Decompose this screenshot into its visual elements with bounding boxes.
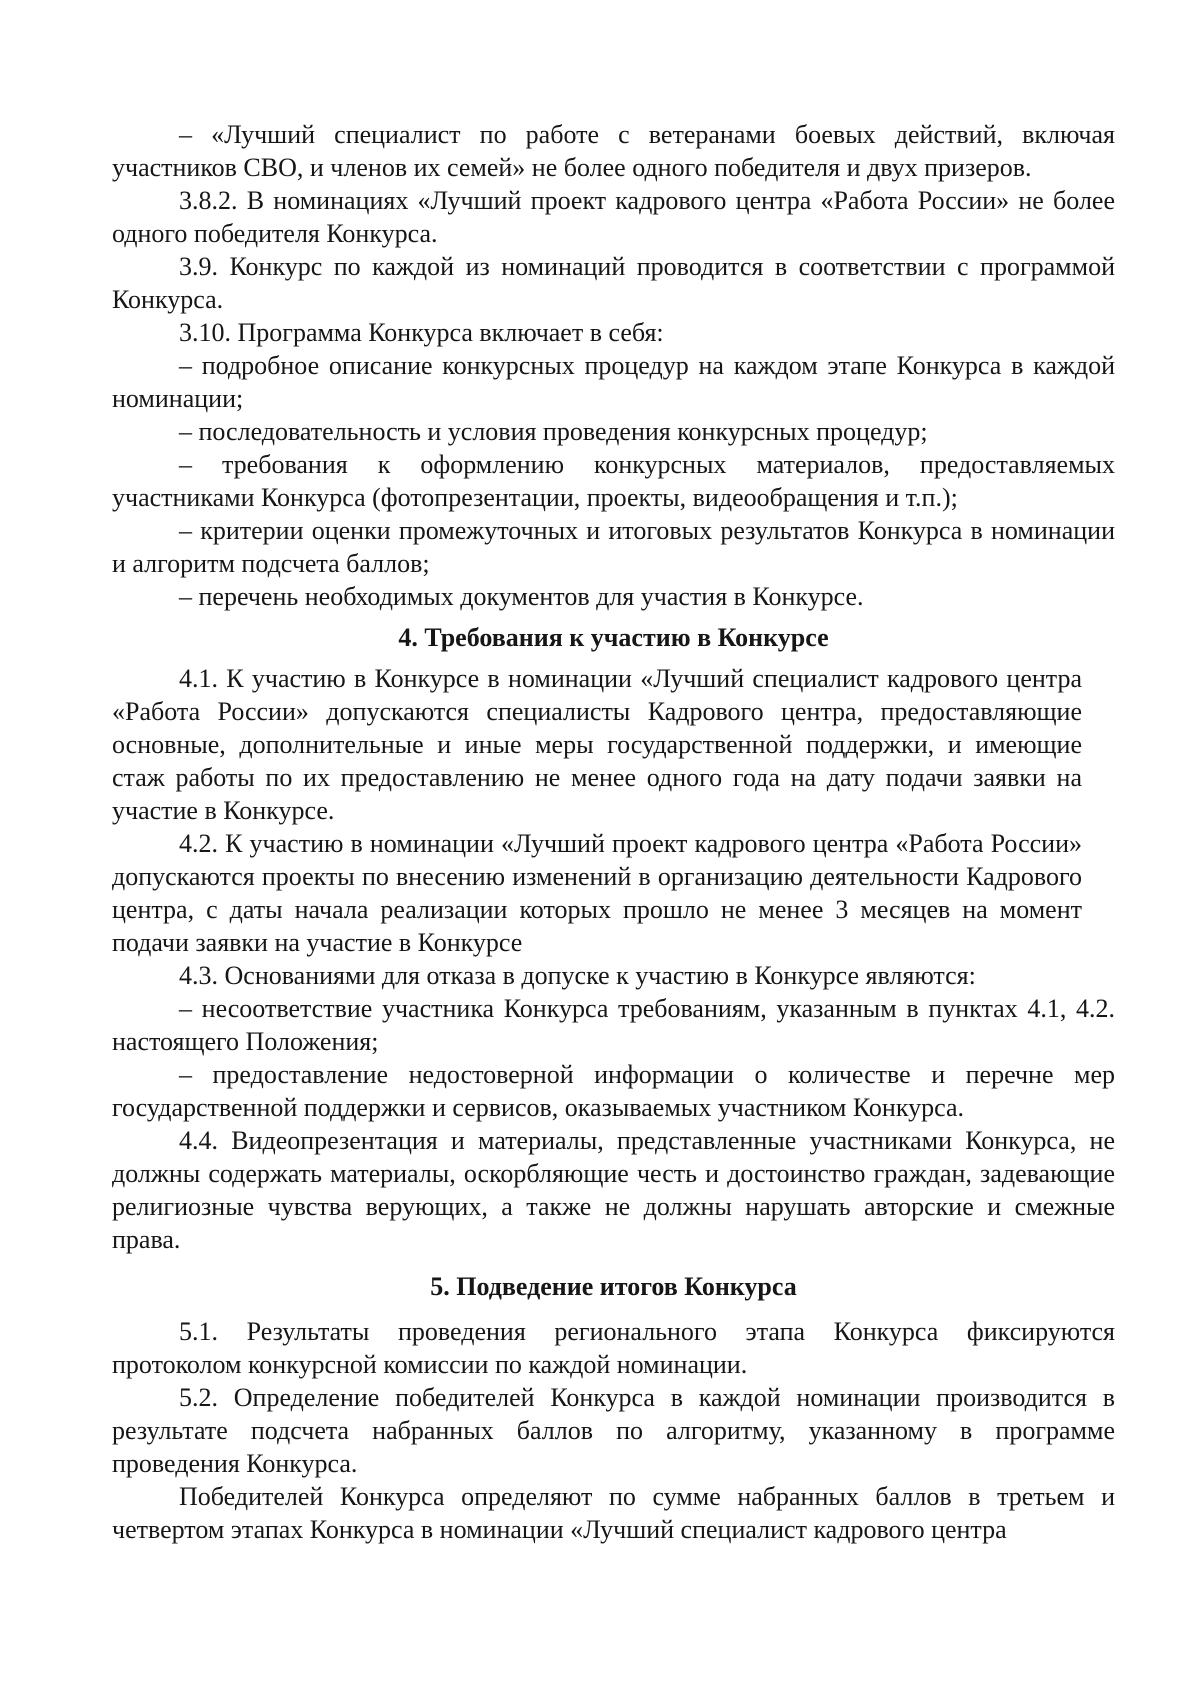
list-item-false-information: – предоставление недостоверной информации о количестве и перечне мер государственной поддержки и сервисов, оказываемых участником Конкурса.	[112, 1060, 1115, 1122]
list-item-documents-list: – перечень необходимых документов для участия в Конкурсе.	[179, 582, 864, 611]
paragraph-4-2: 4.2. К участию в номинации «Лучший проект кадрового центра «Работа России» допускаются проекты по внесению изменений в организацию деятельности Кадрового центра, с даты начала реализации которых прошло не менее 3 месяцев на момент подачи заявки на участие в Конкурсе	[112, 829, 1082, 957]
paragraph-3-8-2: 3.8.2. В номинациях «Лучший проект кадрового центра «Работа России» не более одного победителя Конкурса.	[112, 186, 1115, 248]
paragraph-winners-determination: Победителей Конкурса определяют по сумме набранных баллов в третьем и четвертом этапах Конкурса в номинации «Лучший специалист кадрового центра	[112, 1482, 1115, 1544]
paragraph-4-3: 4.3. Основаниями для отказа в допуске к участию в Конкурсе являются:	[179, 961, 976, 990]
list-item-noncompliance: – несоответствие участника Конкурса требованиям, указанным в пунктах 4.1, 4.2. настоящего Положения;	[112, 994, 1115, 1056]
paragraph-veterans-nomination: – «Лучший специалист по работе с ветеранами боевых действий, включая участников СВО, и членов их семей» не более одного победителя и двух призеров.	[112, 120, 1115, 182]
section-heading-4: 4. Требования к участию в Конкурсе	[398, 623, 829, 652]
paragraph-5-1: 5.1. Результаты проведения регионального этапа Конкурса фиксируются протоколом конкурсной комиссии по каждой номинации.	[112, 1317, 1115, 1379]
document-page	[112, 118, 1115, 1546]
paragraph-5-2: 5.2. Определение победителей Конкурса в каждой номинации производится в результате подсчета набранных баллов по алгоритму, указанному в программе проведения Конкурса.	[112, 1383, 1115, 1478]
list-item-procedures-description: – подробное описание конкурсных процедур на каждом этапе Конкурса в каждой номинации;	[112, 351, 1115, 413]
list-item-evaluation-criteria: – критерии оценки промежуточных и итоговых результатов Конкурса в номинации и алгоритм подсчета баллов;	[112, 516, 1115, 578]
section-heading-5: 5. Подведение итогов Конкурса	[430, 1272, 797, 1301]
paragraph-4-4: 4.4. Видеопрезентация и материалы, представленные участниками Конкурса, не должны содержать материалы, оскорбляющие честь и достоинство граждан, задевающие религиозные чувства верующих, а также не должны нарушать авторские и смежные права.	[112, 1126, 1115, 1254]
paragraph-4-1: 4.1. К участию в Конкурсе в номинации «Лучший специалист кадрового центра «Работа России» допускаются специалисты Кадрового центра, предоставляющие основные, дополнительные и иные меры государственной поддержки, и имеющие стаж работы по их предоставлению не менее одного года на дату подачи заявки на участие в Конкурсе.	[112, 664, 1082, 825]
paragraph-3-9: 3.9. Конкурс по каждой из номинаций проводится в соответствии с программой Конкурса.	[112, 252, 1115, 314]
paragraph-3-10: 3.10. Программа Конкурса включает в себя:	[179, 318, 664, 347]
list-item-sequence-conditions: – последовательность и условия проведения конкурсных процедур;	[179, 417, 928, 446]
list-item-material-requirements: – требования к оформлению конкурсных материалов, предоставляемых участниками Конкурса (фотопрезентации, проекты, видеообращения и т.п.);	[112, 450, 1115, 512]
